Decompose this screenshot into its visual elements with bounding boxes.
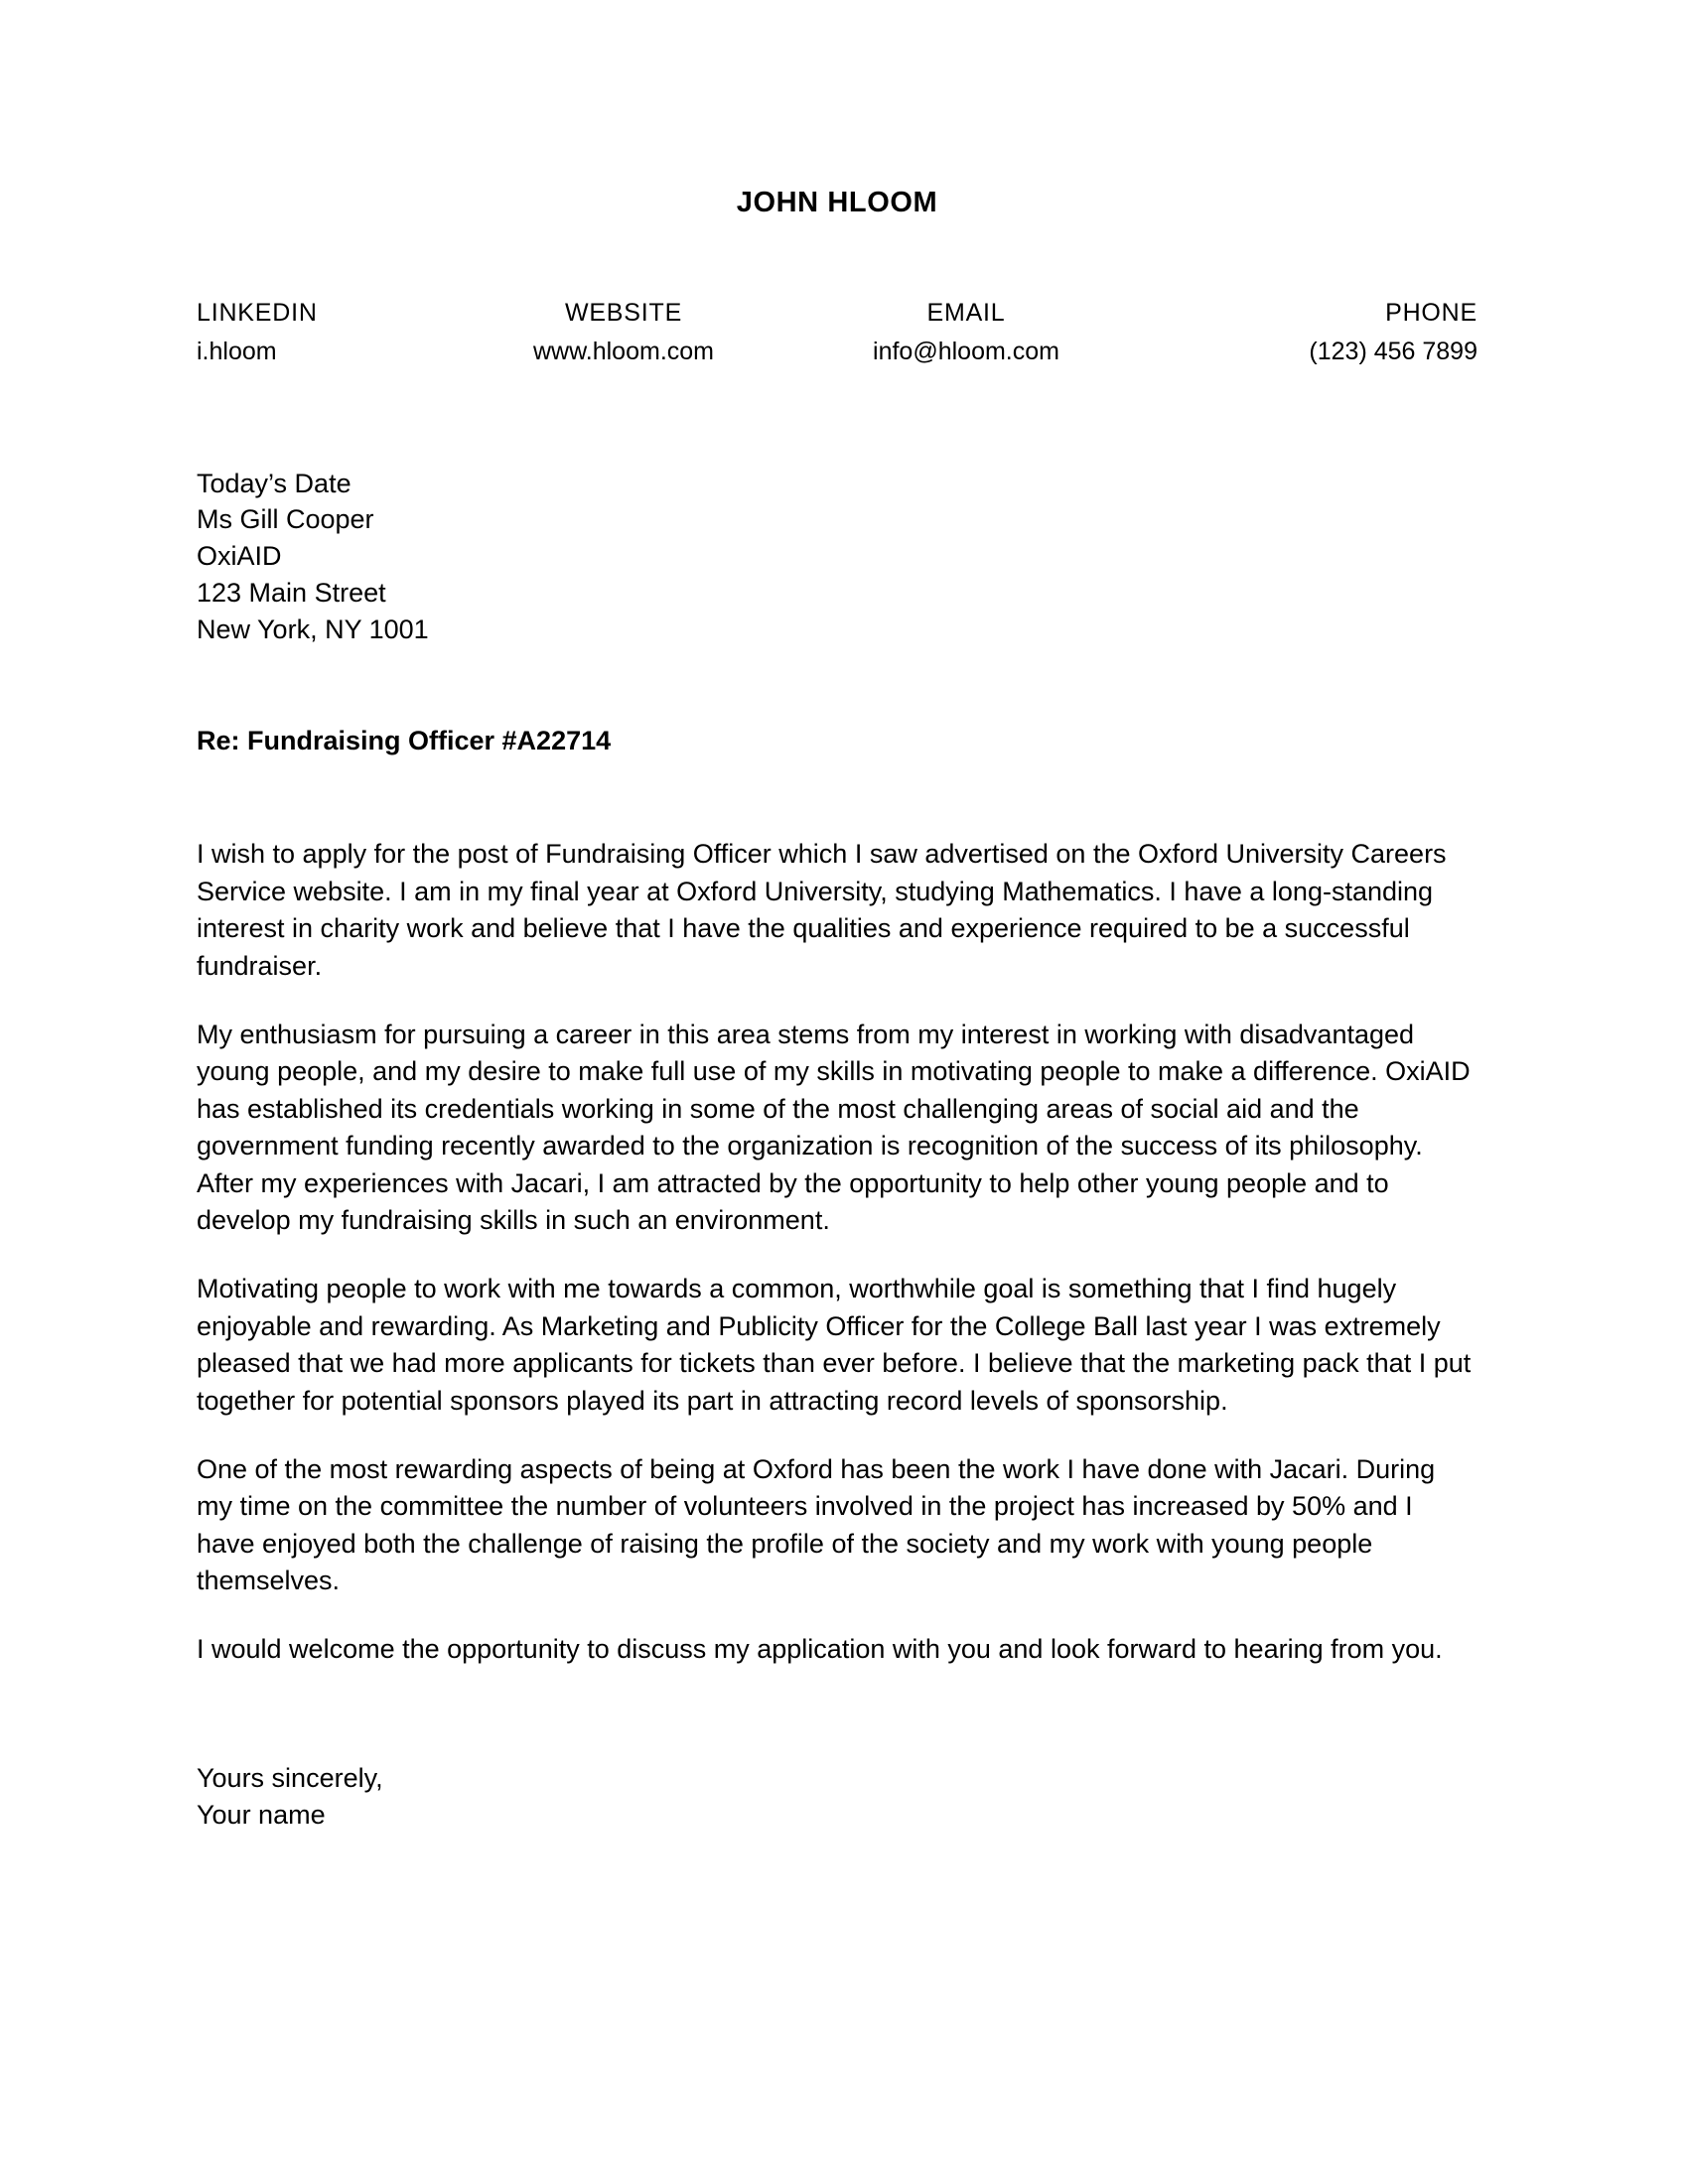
address-line: Today’s Date: [197, 468, 352, 498]
contact-label: EMAIL: [926, 299, 1006, 327]
page-title: JOHN HLOOM: [736, 187, 938, 218]
body-paragraph: I would welcome the opportunity to discuss my application with you and look forward to hearing from you.: [197, 1634, 1443, 1665]
contact-website: [465, 297, 782, 368]
contact-phone: [1150, 297, 1477, 368]
contact-value[interactable]: info@hloom.com: [873, 338, 1059, 365]
contact-label: LINKEDIN: [197, 299, 318, 327]
contact-label: PHONE: [1385, 299, 1477, 327]
contact-label: WEBSITE: [564, 299, 683, 327]
letter-content: [197, 0, 1477, 1834]
body-paragraph: Motivating people to work with me towards a common, worthwhile goal is something that I find hugely enjoyable and rewarding. As Marketing and Publicity Officer for the College Ball last year I was extremely pleased that we had more applicants for tickets than ever before. I believe that the marketing pack that I put together for potential sponsors played its part in attracting record levels of sponsorship.: [197, 1274, 1472, 1416]
address-line: 123 Main Street: [197, 578, 386, 609]
contact-linkedin: [197, 297, 465, 368]
signature-block: [197, 1760, 1477, 1834]
contact-details-row: [197, 297, 1477, 368]
address-line: New York, NY 1001: [197, 614, 429, 645]
body-paragraph: I wish to apply for the post of Fundraising Officer which I saw advertised on the Oxford University Careers Service website. I am in my final year at Oxford University, studying Mathematics. I have a long-standing interest in charity work and believe that I have the qualities and experience required to be a successful fundraiser.: [197, 839, 1447, 981]
contact-email: [782, 297, 1150, 368]
address-line: Ms Gill Cooper: [197, 504, 374, 535]
contact-value[interactable]: www.hloom.com: [533, 338, 714, 365]
address-line: OxiAID: [197, 541, 282, 572]
body-paragraph: My enthusiasm for pursuing a career in this area stems from my interest in working with disadvantaged young people, and my desire to make full use of my skills in motivating people to make a difference. OxiAID has established its credentials working in some of the most challenging areas of social aid and the government funding recently awarded to the organization is recognition of the success of its philosophy. After my experiences with Jacari, I am attracted by the opportunity to help other young people and to develop my fundraising skills in such an environment.: [197, 1019, 1471, 1235]
recipient-address-block: [197, 466, 1477, 649]
signature-name: Your name: [197, 1799, 326, 1830]
body-paragraph: One of the most rewarding aspects of being at Oxford has been the work I have done with Jacari. During my time on the committee the number of volunteers involved in the project has increased by 50% and I have enjoyed both the challenge of raising the profile of the society and my work with young people themselves.: [197, 1453, 1436, 1596]
contact-value[interactable]: i.hloom: [197, 338, 277, 365]
closing-line: Yours sincerely,: [197, 1762, 383, 1793]
letter-body: [197, 836, 1477, 1668]
contact-value: (123) 456 7899: [1309, 338, 1477, 365]
letter-subject: Re: Fundraising Officer #A22714: [197, 726, 612, 756]
